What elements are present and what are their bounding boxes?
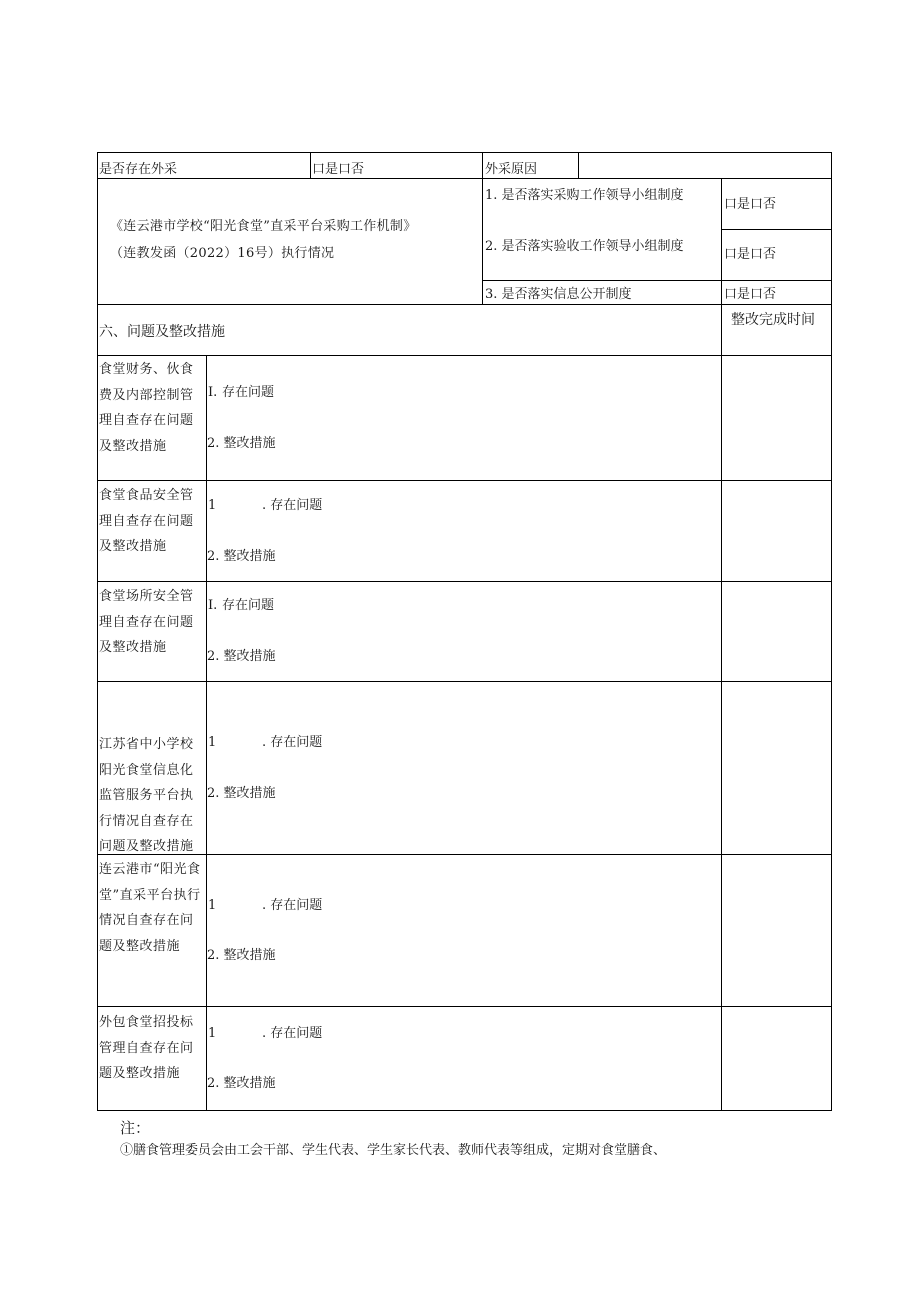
question-1-choice[interactable]: 口是口否: [724, 197, 777, 212]
row-2-time-cell[interactable]: [723, 482, 830, 580]
rectification-time-header: 整改完成时间: [731, 312, 815, 328]
row-6-category: 外包食堂招投标管理自查存在问题及整改措施: [99, 1015, 194, 1081]
question-2-choice[interactable]: 口是口否: [724, 247, 777, 262]
row-4-item2: 2. 整改措施: [207, 786, 276, 801]
outsourcing-reason-field[interactable]: [580, 154, 829, 177]
row-3-item1-number: I.: [208, 598, 218, 613]
row-1-category: 食堂财务、伙食费及内部控制管理自查存在问题及整改措施: [99, 362, 194, 454]
row-6-item1-text: . 存在问题: [262, 1026, 323, 1041]
question-3: 3. 是否落实信息公开制度: [485, 287, 632, 302]
row-2-item2: 2. 整改措施: [207, 549, 276, 564]
notes-line-1: ①膳食管理委员会由工会干部、学生代表、学生家长代表、教师代表等组成，定期对食堂膳食、: [120, 1143, 667, 1158]
mechanism-title-line2: （连教发函（2022）16号）执行情况: [110, 246, 335, 261]
row-3-item1-text: 存在问题: [222, 598, 275, 613]
question-3-choice[interactable]: 口是口否: [724, 287, 777, 302]
outsourcing-choice: 口是口否: [312, 162, 365, 177]
notes-label: 注：: [120, 1119, 151, 1137]
row-3-category: 食堂场所安全管理自查存在问题及整改措施: [99, 589, 194, 655]
row-3-time-cell[interactable]: [723, 583, 830, 680]
outsourcing-reason-label: 外采原因: [485, 162, 538, 177]
mechanism-title-line1: 《连云港市学校“阳光食堂”直采平台采购工作机制》: [110, 219, 417, 234]
row-1-item1-text: 存在问题: [222, 385, 275, 400]
row-5-item2: 2. 整改措施: [207, 948, 276, 963]
row-4-item1-number: 1: [208, 735, 217, 750]
row-5-category: 连云港市“阳光食堂”直采平台执行情况自查存在问题及整改措施: [99, 862, 201, 954]
row-1-time-cell[interactable]: [723, 357, 830, 479]
question-1: 1. 是否落实采购工作领导小组制度: [485, 188, 684, 203]
row-4-time-cell[interactable]: [723, 683, 830, 853]
row-2-category: 食堂食品安全管理自查存在问题及整改措施: [99, 488, 194, 554]
row-1-item1-number: I.: [208, 385, 218, 400]
section-title: 六、问题及整改措施: [99, 324, 225, 340]
row-4-item1-text: . 存在问题: [262, 735, 323, 750]
row-1-item2: 2. 整改措施: [207, 436, 276, 451]
row-5-item1-number: 1: [208, 898, 217, 913]
row-4-category: 江苏省中小学校阳光食堂信息化监管服务平台执行情况自查存在问题及整改措施: [99, 737, 194, 854]
row-2-item1-number: 1: [208, 498, 217, 513]
row-3-item2: 2. 整改措施: [207, 649, 276, 664]
row-5-item1-text: . 存在问题: [262, 898, 323, 913]
row-6-time-cell[interactable]: [723, 1008, 830, 1109]
row-6-item2: 2. 整改措施: [207, 1076, 276, 1091]
outsourcing-label: 是否存在外采: [99, 162, 178, 177]
row-2-item1-text: . 存在问题: [262, 498, 323, 513]
row-6-item1-number: 1: [208, 1026, 217, 1041]
question-2: 2. 是否落实验收工作领导小组制度: [485, 239, 684, 254]
row-5-time-cell[interactable]: [723, 856, 830, 1005]
